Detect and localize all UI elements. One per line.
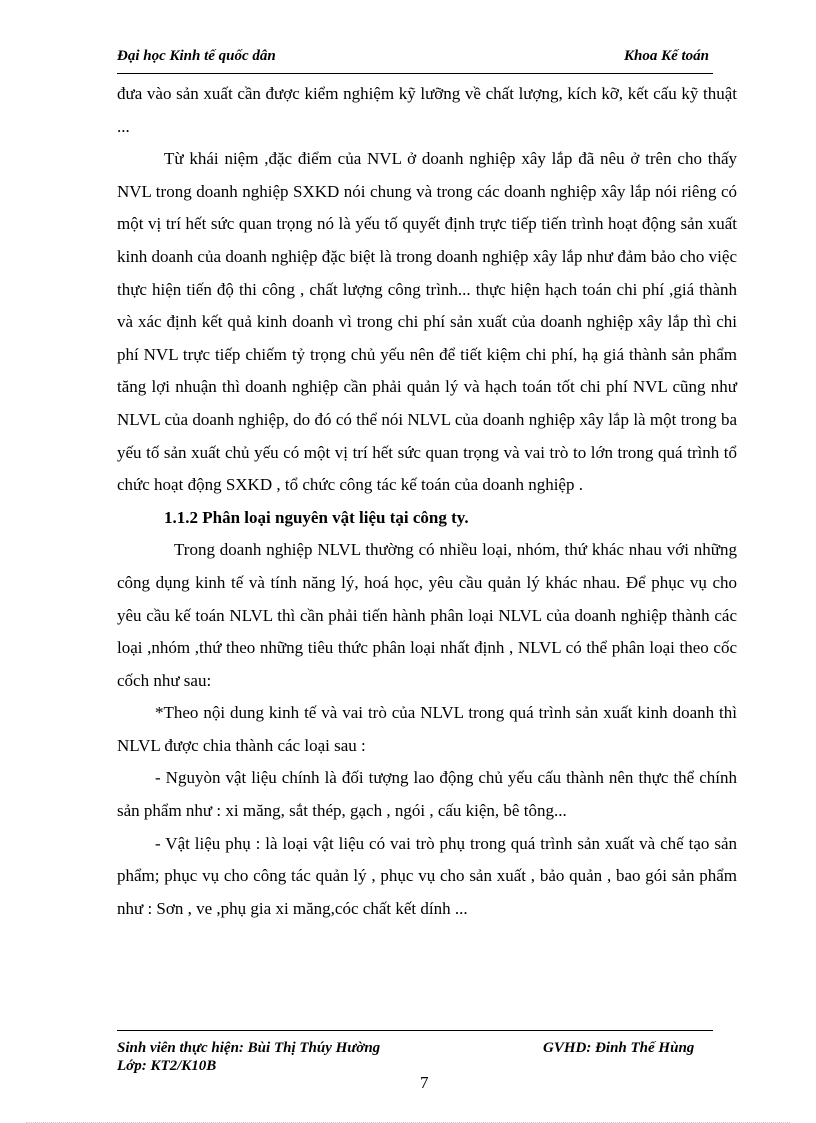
footer-divider xyxy=(117,1030,713,1031)
header-faculty: Khoa Kế toán xyxy=(623,48,709,64)
header-university: Đại học Kinh tế quốc dân xyxy=(117,48,276,64)
paragraph-continuation: đưa vào sản xuất cần được kiểm nghiệm kỹ lưỡng về chất lượng, kích kỡ, kết cấu kỹ thuật ... xyxy=(117,84,737,136)
footer-student: Sinh viên thực hiện: Bùi Thị Thúy Hường xyxy=(117,1040,381,1056)
paragraph-criteria: *Theo nội dung kinh tế và vai trò của NLVL trong quá trình sản xuất kinh doanh thì NLVL được chia thành các loại sau : xyxy=(117,703,737,755)
footer-supervisor: GVHD: Đinh Thế Hùng xyxy=(543,1040,695,1056)
list-item-main-materials: - Nguyòn vật liệu chính là đối tượng lao động chủ yếu cấu thành nên thực thể chính sản phẩm như : xi măng, sắt thép, gạch , ngói , cấu kiện, bê tông... xyxy=(117,768,737,821)
list-item-auxiliary-materials: - Vật liệu phụ : là loại vật liệu có vai trò phụ trong quá trình sản xuất và chế tạo sản phẩm; phục vụ cho công tác quản lý , phục vụ cho sản xuất , bảo quản , bao gói sản phẩm như : Sơn , ve ,phụ gia xi măng,cóc chất kết dính ... xyxy=(117,833,737,918)
header-divider xyxy=(117,73,713,74)
footer-class: Lớp: KT2/K10B xyxy=(117,1058,217,1074)
document-body xyxy=(117,78,737,925)
paragraph-importance: Từ khái niệm ,đặc điểm của NVL ở doanh nghiệp xây lắp đã nêu ở trên cho thấy NVL trong doanh nghiệp SXKD nói chung và trong các doanh nghiệp xây lắp nói riêng có một vị trí hết sức quan trọng nó là yếu tố quyết định trực tiếp tiến trình hoạt động sản xuất kinh doanh của doanh nghiệp đặc biệt là trong doanh nghiệp xây lắp như đảm bảo cho việc thực hiện tiến độ thi công , chất lượng công trình... thực hiện hạch toán chi phí ,giá thành và xác định kết quả kinh doanh vì trong chi phí sản xuất của doanh nghiệp xây lắp thì chi phí NVL trực tiếp chiếm tỷ trọng chủ yếu nên để tiết kiệm chi phí, hạ giá thành sản phẩm tăng lợi nhuận thì doanh nghiệp cần phải quản lý và hạch toán tốt chi phí NVL cũng như NLVL của doanh nghiệp, do đó có thể nói NLVL của doanh nghiệp xây lắp là một trong ba yếu tố sản xuất chủ yếu có một vị trí hết sức quan trọng và vai trò to lớn trong quá trình tổ chức hoạt động SXKD , tổ chức công tác kế toán của doanh nghiệp . xyxy=(117,149,737,495)
page-number: 7 xyxy=(420,1073,429,1092)
section-heading: 1.1.2 Phân loại nguyên vật liệu tại công ty. xyxy=(164,507,469,527)
paragraph-classification: Trong doanh nghiệp NLVL thường có nhiều loại, nhóm, thứ khác nhau với những công dụng kinh tế và tính năng lý, hoá học, yêu cầu quản lý khác nhau. Để phục vụ cho yêu cầu kế toán NLVL thì cần phải tiến hành phân loại NLVL của doanh nghiệp thành các loại ,nhóm ,thứ theo những tiêu thức phân loại nhất định , NLVL có thể phân loại theo cốc cốch như sau: xyxy=(117,540,737,690)
page-header xyxy=(117,48,713,72)
